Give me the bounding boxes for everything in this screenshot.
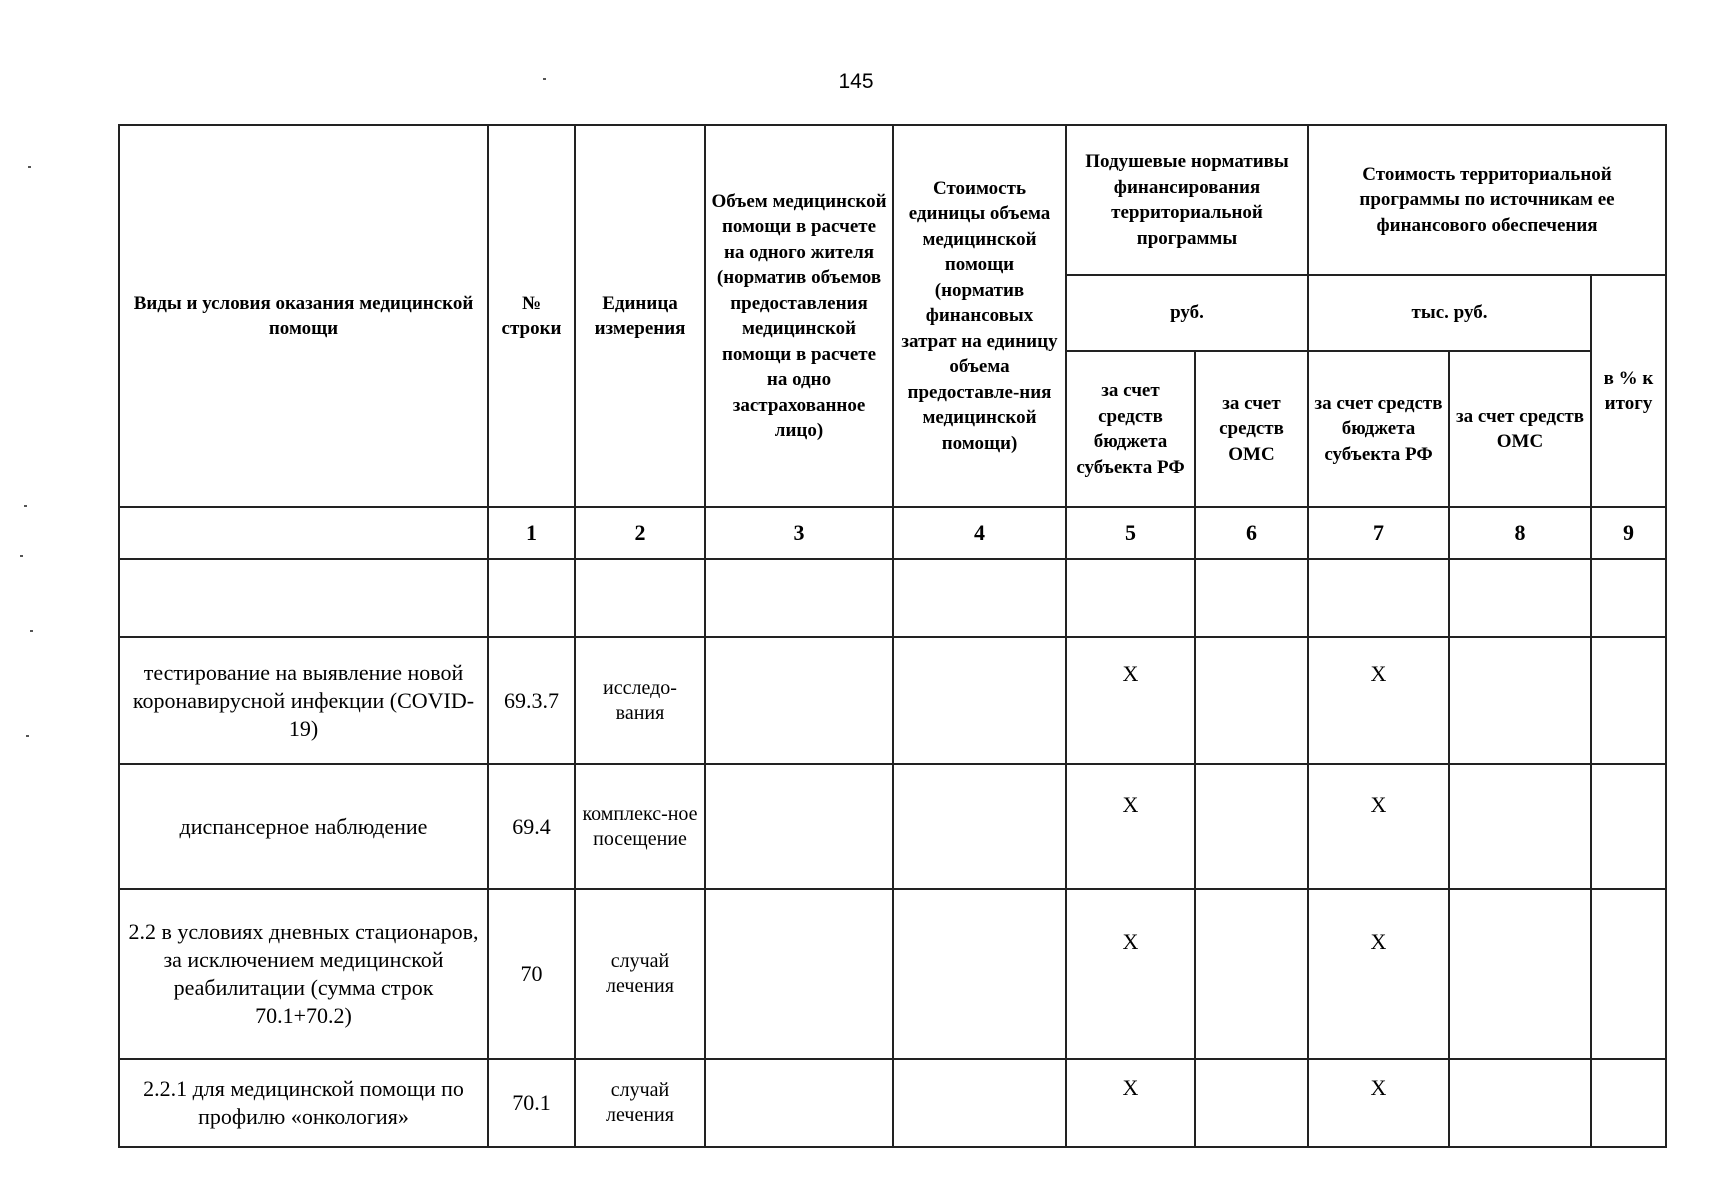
table-row [119,889,1666,1059]
blank-cell [575,559,705,637]
row-cell-5: Х [1066,764,1195,889]
blank-row [119,559,1666,637]
financing-table [118,124,1667,1148]
row-cell-7: Х [1308,1059,1449,1147]
scan-speck [24,505,27,507]
row-cell-8 [1449,1059,1591,1147]
scan-speck [20,555,23,557]
column-number: 7 [1308,507,1449,559]
row-cell-8 [1449,889,1591,1059]
header-line-no: № строки [488,125,575,507]
row-cell-6 [1195,764,1308,889]
column-number: 5 [1066,507,1195,559]
row-cell-9 [1591,764,1666,889]
row-line-no: 69.3.7 [488,637,575,764]
header-thous-rub: тыс. руб. [1308,275,1591,351]
row-name: 2.2.1 для медицинской помощи по профилю «онкология» [119,1059,488,1147]
row-cell-6 [1195,1059,1308,1147]
page-number: 145 [838,70,874,93]
row-name: диспансерное наблюдение [119,764,488,889]
column-number: 9 [1591,507,1666,559]
blank-cell [1066,559,1195,637]
row-name: тестирование на выявление новой коронавирусной инфекции (COVID-19) [119,637,488,764]
row-cell-9 [1591,889,1666,1059]
blank-cell [705,559,893,637]
row-cell-4 [893,889,1066,1059]
blank-cell [488,559,575,637]
scan-speck [543,78,546,80]
row-cell-3 [705,889,893,1059]
row-cell-3 [705,637,893,764]
blank-cell [1195,559,1308,637]
row-line-no: 70.1 [488,1059,575,1147]
blank-cell [1591,559,1666,637]
table-row [119,1059,1666,1147]
scan-speck [26,735,29,737]
row-name: 2.2 в условиях дневных стационаров, за исключением медицинской реабилитации (сумма строк 70.1+70.2) [119,889,488,1059]
row-line-no: 70 [488,889,575,1059]
header-rub: руб. [1066,275,1308,351]
row-cell-3 [705,764,893,889]
column-number-empty [119,507,488,559]
row-unit: комплекс-ное посещение [575,764,705,889]
row-cell-8 [1449,764,1591,889]
row-cell-5: Х [1066,889,1195,1059]
row-cell-5: Х [1066,637,1195,764]
column-number: 2 [575,507,705,559]
header-oms-8: за счет средств ОМС [1449,351,1591,507]
header-percent: в % к итогу [1591,275,1666,507]
row-cell-8 [1449,637,1591,764]
header-volume: Объем медицинской помощи в расчете на одного жителя (норматив объемов предоставления медицинской помощи в расчете на одно застрахованное лицо) [705,125,893,507]
column-number: 4 [893,507,1066,559]
column-number-row [119,507,1666,559]
row-cell-9 [1591,637,1666,764]
blank-cell [893,559,1066,637]
table-row [119,637,1666,764]
column-number: 8 [1449,507,1591,559]
row-cell-6 [1195,889,1308,1059]
row-cell-4 [893,764,1066,889]
header-per-capita-group: Подушевые нормативы финансирования территориальной программы [1066,125,1308,275]
header-name: Виды и условия оказания медицинской помощи [119,125,488,507]
row-cell-3 [705,1059,893,1147]
row-cell-6 [1195,637,1308,764]
row-cell-7: Х [1308,764,1449,889]
blank-cell [1308,559,1449,637]
row-unit: исследо-вания [575,637,705,764]
header-program-cost-group: Стоимость территориальной программы по источникам ее финансового обеспечения [1308,125,1666,275]
header-budget-rf-7: за счет средств бюджета субъекта РФ [1308,351,1449,507]
scan-speck [28,166,31,168]
table-row [119,764,1666,889]
row-cell-4 [893,637,1066,764]
header-unit: Единица измерения [575,125,705,507]
header-cost: Стоимость единицы объема медицинской помощи (норматив финансовых затрат на единицу объема предоставле-ния медицинской помощи) [893,125,1066,507]
header-budget-rf-5: за счет средств бюджета субъекта РФ [1066,351,1195,507]
row-cell-7: Х [1308,637,1449,764]
column-number: 6 [1195,507,1308,559]
row-cell-5: Х [1066,1059,1195,1147]
blank-cell [119,559,488,637]
blank-cell [1449,559,1591,637]
row-cell-7: Х [1308,889,1449,1059]
row-cell-9 [1591,1059,1666,1147]
row-line-no: 69.4 [488,764,575,889]
column-number: 1 [488,507,575,559]
header-oms-6: за счет средств ОМС [1195,351,1308,507]
row-unit: случай лечения [575,889,705,1059]
row-unit: случай лечения [575,1059,705,1147]
scan-speck [30,630,33,632]
column-number: 3 [705,507,893,559]
row-cell-4 [893,1059,1066,1147]
